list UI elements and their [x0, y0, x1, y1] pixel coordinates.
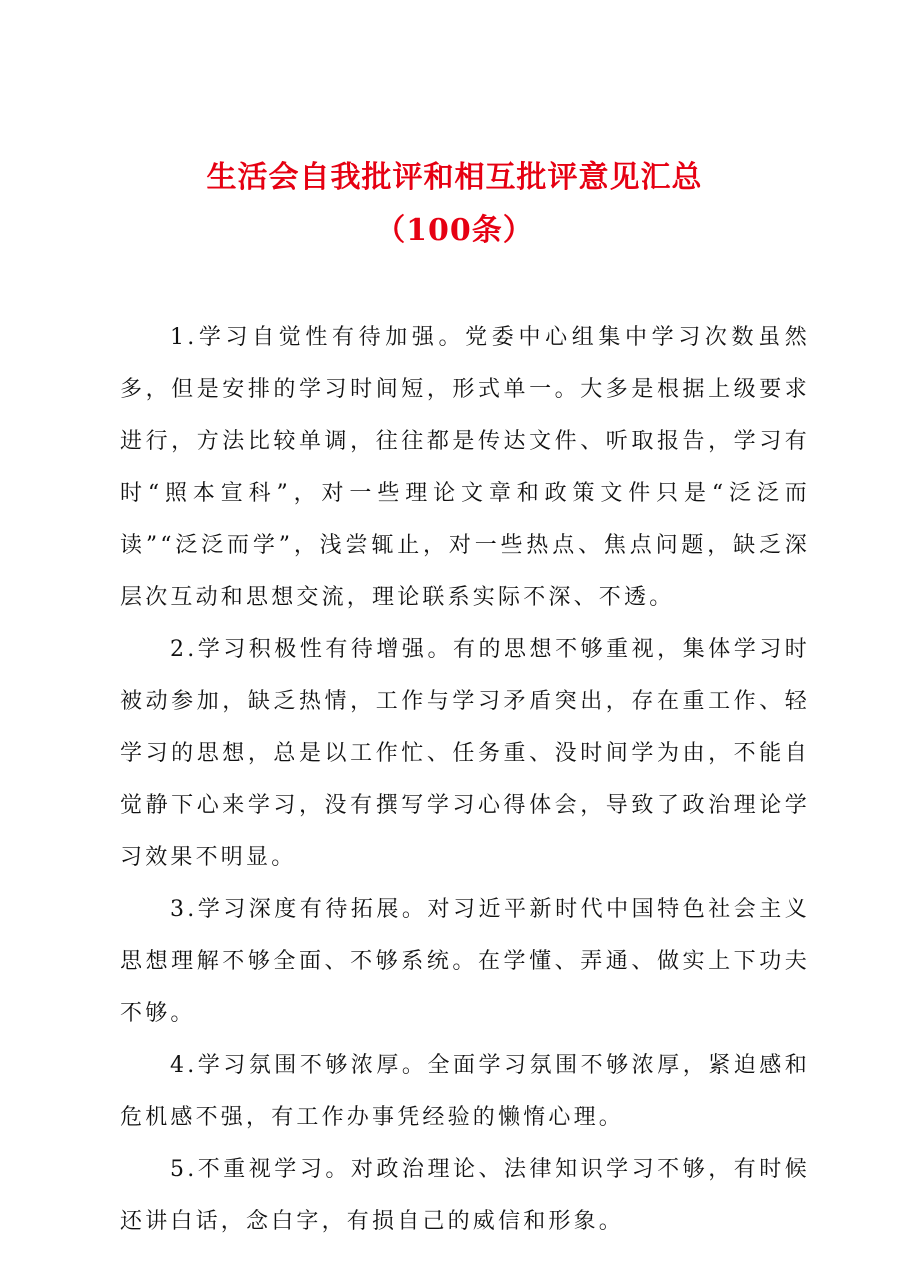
document-title: 生活会自我批评和相互批评意见汇总	[206, 160, 703, 195]
paragraph-2: 2.学习积极性有待增强。有的思想不够重视，集体学习时被动参加，缺乏热情，工作与学习矛盾突出，存在重工作、轻学习的思想，总是以工作忙、任务重、没时间学为由，不能自觉静下心来学习，没有撰写学习心得体会，导致了政治理论学习效果不明显。	[120, 637, 810, 870]
document-subtitle: （100条）	[375, 213, 534, 248]
document-body	[120, 312, 810, 1248]
paragraph-1: 1.学习自觉性有待加强。党委中心组集中学习次数虽然多，但是安排的学习时间短，形式单一。大多是根据上级要求进行，方法比较单调，往往都是传达文件、听取报告，学习有时“照本宣科”，对一些理论文章和政策文件只是“泛泛而读”“泛泛而学”，浅尝辄止，对一些热点、焦点问题，缺乏深层次互动和思想交流，理论联系实际不深、不透。	[120, 325, 810, 610]
paragraph-3: 3.学习深度有待拓展。对习近平新时代中国特色社会主义思想理解不够全面、不够系统。在学懂、弄通、做实上下功夫不够。	[120, 897, 810, 1026]
paragraph-5: 5.不重视学习。对政治理论、法律知识学习不够，有时候还讲白话，念白字，有损自己的威信和形象。	[120, 1157, 810, 1234]
paragraph-4: 4.学习氛围不够浓厚。全面学习氛围不够浓厚，紧迫感和危机感不强，有工作办事凭经验的懒惰心理。	[120, 1053, 810, 1130]
